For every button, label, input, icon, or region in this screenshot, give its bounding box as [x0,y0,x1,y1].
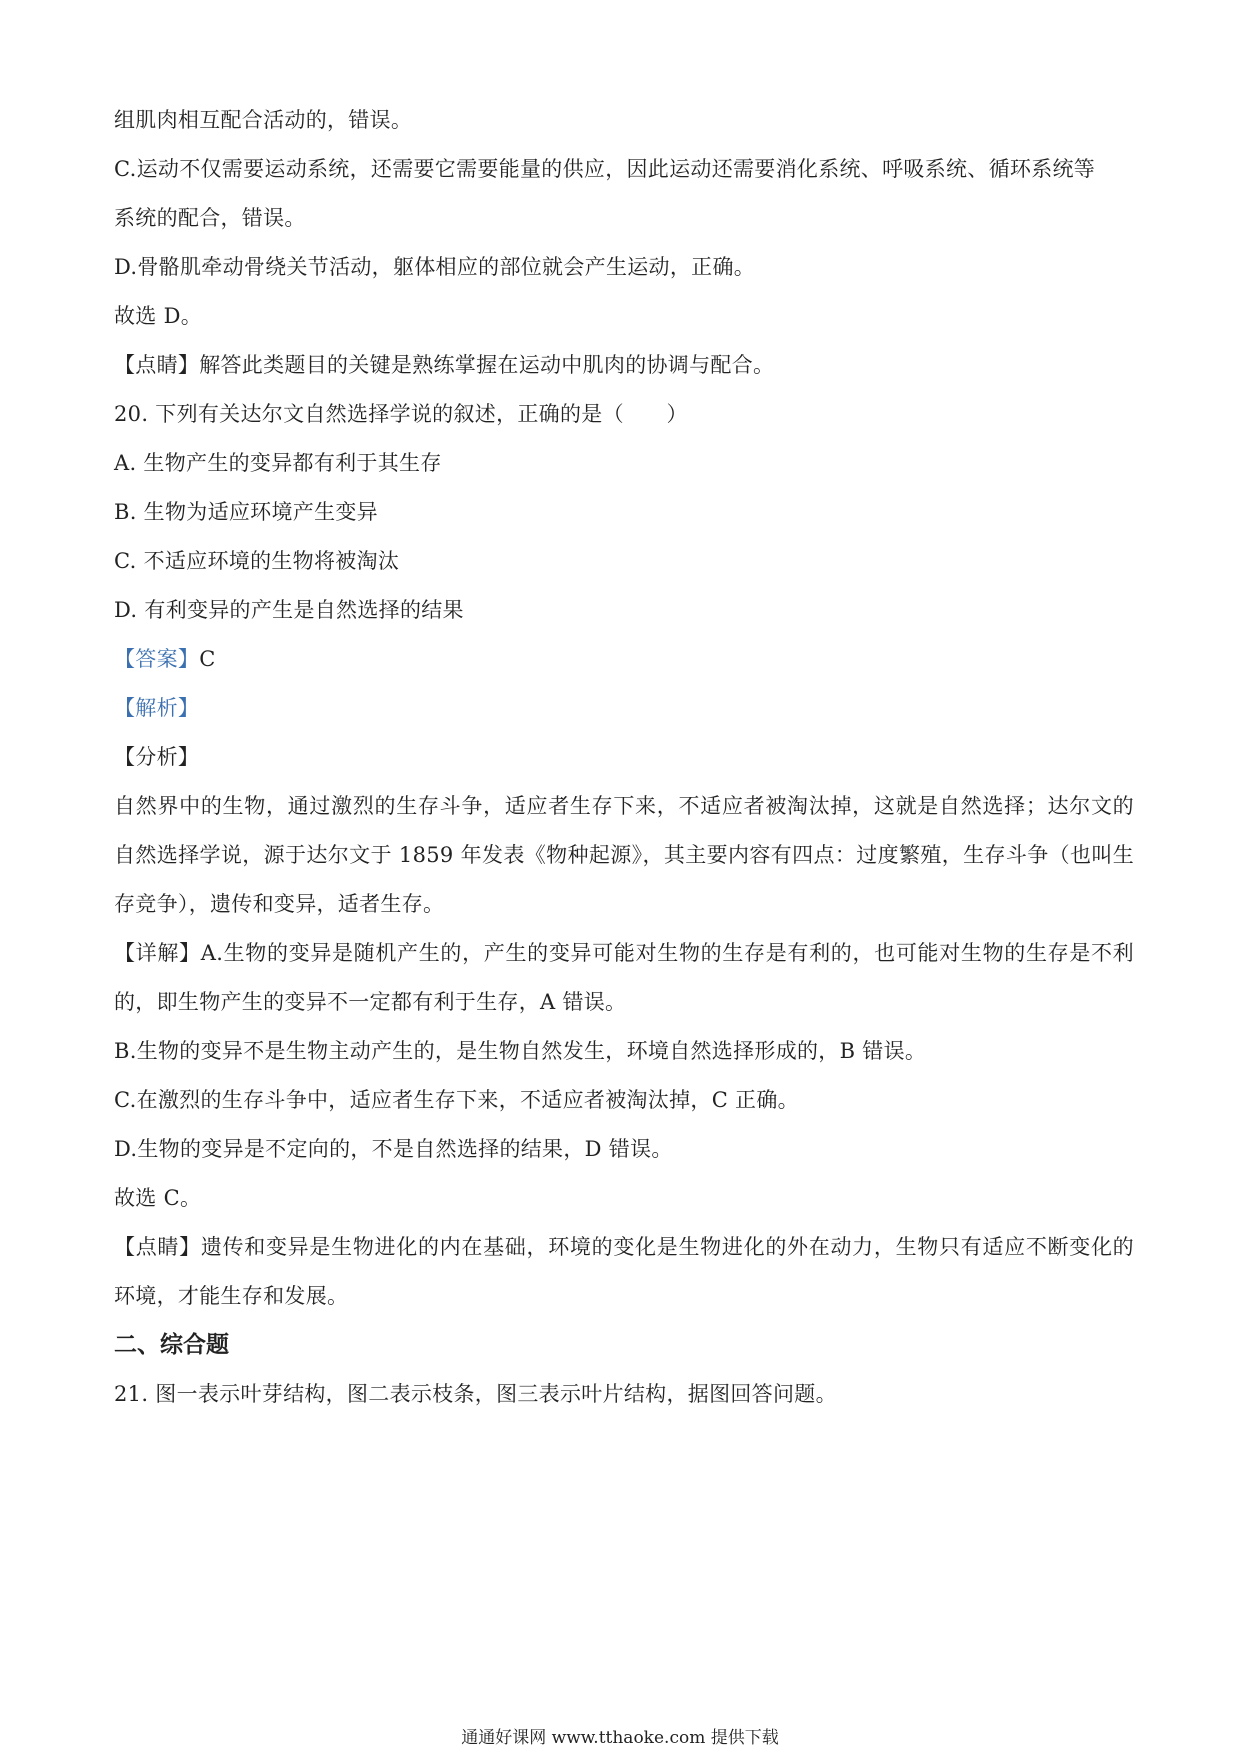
text-line: 组肌肉相互配合活动的，错误。 [114,108,413,132]
question-20-option-d: D. 有利变异的产生是自然选择的结果 [114,598,464,622]
fenxi-label: 【分析】 [114,745,200,769]
option-d-explanation-line: D.骨骼肌牵动骨绕关节活动，躯体相应的部位就会产生运动，正确。 [114,255,756,279]
option-b-explanation-line: B.生物的变异不是生物主动产生的，是生物自然发生，环境自然选择形成的，B 错误。 [114,1039,927,1063]
option-d-explanation-line: D.生物的变异是不定向的，不是自然选择的结果，D 错误。 [114,1137,673,1161]
question-20-stem: 20. 下列有关达尔文自然选择学说的叙述，正确的是（ ） [114,402,688,426]
question-20-option-c: C. 不适应环境的生物将被淘汰 [114,549,400,573]
choice-conclusion: 故选 C。 [114,1186,202,1210]
choice-conclusion: 故选 D。 [114,304,203,328]
dianjing-note: 【点睛】解答此类题目的关键是熟练掌握在运动中肌肉的协调与配合。 [114,353,775,377]
fenxi-paragraph: 自然界中的生物，通过激烈的生存斗争，适应者生存下来，不适应者被淘汰掉，这就是自然选择；达尔文的自然选择学说，源于达尔文于 1859 年发表《物种起源》，其主要内容有四点：过度繁殖，生存斗争（也叫生存竞争），遗传和变异，适者生存。 [114,794,1134,916]
answer-label: 【答案】 [114,647,200,671]
answer-line [114,635,1134,684]
xiangjie-paragraph: 【详解】A.生物的变异是随机产生的，产生的变异可能对生物的生存是有利的，也可能对生物的生存是不利的，即生物产生的变异不一定都有利于生存，A 错误。 [114,941,1134,1014]
document-content [114,96,1134,1419]
question-20-option-a: A. 生物产生的变异都有利于其生存 [114,451,442,475]
question-21-stem: 21. 图一表示叶芽结构，图二表示枝条，图三表示叶片结构，据图回答问题。 [114,1382,837,1406]
option-c-explanation-line: C.运动不仅需要运动系统，还需要它需要能量的供应，因此运动还需要消化系统、呼吸系统、循环系统等 [114,157,1096,181]
footer-source: 通通好课网 www.tthaoke.com 提供下载 [461,1728,779,1748]
analysis-label: 【解析】 [114,696,200,720]
option-c-explanation-line: C.在激烈的生存斗争中，适应者生存下来，不适应者被淘汰掉，C 正确。 [114,1088,799,1112]
dianjing-paragraph: 【点睛】遗传和变异是生物进化的内在基础，环境的变化是生物进化的外在动力，生物只有适应不断变化的环境，才能生存和发展。 [114,1235,1134,1308]
section-title: 二、综合题 [114,1332,229,1358]
question-20-option-b: B. 生物为适应环境产生变异 [114,500,378,524]
answer-value: C [199,647,216,671]
text-line: 系统的配合，错误。 [114,206,306,230]
